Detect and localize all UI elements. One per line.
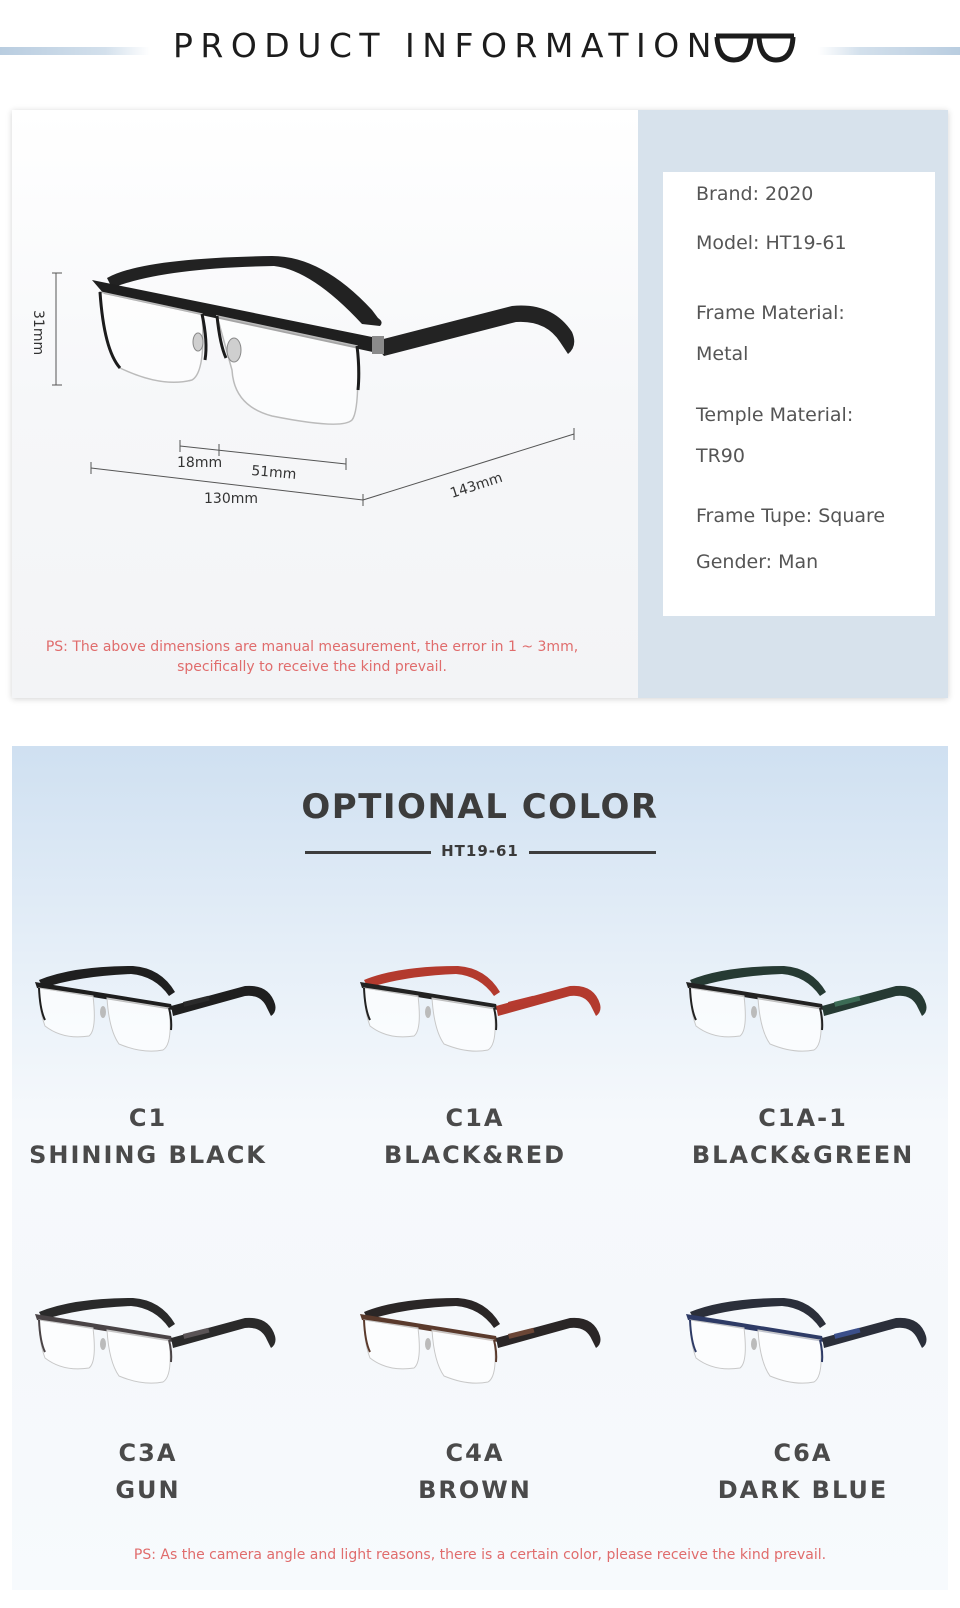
glasses-temple-front [372, 306, 574, 356]
variant-lens-left [39, 988, 94, 1037]
variant-glasses-c1 [33, 960, 293, 1070]
spec-gender: Gender: Man [696, 551, 819, 573]
variant-temple-front [496, 986, 601, 1016]
dim-bridge-label: 18mm [177, 455, 223, 471]
variant-temple-front [822, 986, 927, 1016]
title-divider-left [305, 851, 431, 854]
variant-temple-front [171, 1318, 276, 1348]
color-note: PS: As the camera angle and light reasons, there is a certain color, please receive the kind prevail. [133, 1547, 827, 1563]
dimension-diagram [12, 110, 638, 698]
variant-temple-front [822, 1318, 927, 1348]
variant-temple-front [171, 986, 276, 1016]
variant-nose-pad [751, 1006, 757, 1018]
spec-temple-material-value: TR90 [696, 445, 745, 467]
variant-lens-left [690, 988, 745, 1037]
measurement-note-line2: specifically to receive the kind prevail. [177, 659, 447, 675]
variant-nose-pad [100, 1338, 106, 1350]
spec-model: Model: HT19-61 [696, 232, 847, 254]
variant-nose-pad [751, 1338, 757, 1350]
measurement-note-line1: PS: The above dimensions are manual measurement, the error in 1 ~ 3mm, [45, 639, 579, 655]
glasses-nose-pad [227, 338, 241, 362]
variant-temple-front [496, 1318, 601, 1348]
spec-frame-material-value: Metal [696, 343, 749, 365]
variant-glasses-c1a-1 [684, 960, 944, 1070]
title-divider-right [529, 851, 656, 854]
optional-color-model: HT19-61 [441, 842, 519, 860]
spec-frame-material-label: Frame Material: [696, 302, 845, 324]
spec-frame-type: Frame Tupe: Square [696, 505, 886, 527]
variant-name-c1a: BLACK&RED [383, 1141, 567, 1169]
variant-lens-left [364, 988, 419, 1037]
variant-code-c1a-1: C1A-1 [758, 1104, 848, 1132]
variant-code-c6a: C6A [773, 1439, 833, 1467]
variant-nose-pad [425, 1338, 431, 1350]
variant-code-c1: C1 [128, 1104, 168, 1132]
dim-temple-label: 143mm [448, 469, 505, 502]
variant-glasses-c6a [684, 1292, 944, 1402]
spec-temple-material-label: Temple Material: [696, 404, 854, 426]
glasses-icon [714, 32, 796, 64]
dim-height-label: 31mm [30, 310, 46, 356]
dim-width-label: 130mm [204, 491, 258, 507]
variant-glasses-c1a [358, 960, 618, 1070]
page-title: PRODUCT INFORMATION [173, 26, 719, 65]
header-line-left [0, 47, 150, 55]
variant-name-c6a: DARK BLUE [717, 1476, 889, 1504]
variant-code-c4a: C4A [445, 1439, 505, 1467]
measurement-note [12, 637, 612, 677]
optional-color-title: OPTIONAL COLOR [301, 787, 659, 827]
variant-glasses-c3a [33, 1292, 293, 1402]
variant-lens-left [364, 1320, 419, 1369]
header-line-right [818, 47, 960, 55]
variant-code-c1a: C1A [445, 1104, 505, 1132]
variant-lens-left [690, 1320, 745, 1369]
variant-name-c4a: BROWN [418, 1476, 532, 1504]
variant-name-c1: SHINING BLACK [29, 1141, 267, 1169]
variant-name-c3a: GUN [115, 1476, 181, 1504]
variant-code-c3a: C3A [118, 1439, 178, 1467]
variant-lens-left [39, 1320, 94, 1369]
variant-glasses-c4a [358, 1292, 618, 1402]
spec-brand: Brand: 2020 [696, 183, 814, 205]
variant-nose-pad [425, 1006, 431, 1018]
dim-lens-label: 51mm [250, 463, 297, 483]
variant-nose-pad [100, 1006, 106, 1018]
variant-name-c1a-1: BLACK&GREEN [691, 1141, 915, 1169]
